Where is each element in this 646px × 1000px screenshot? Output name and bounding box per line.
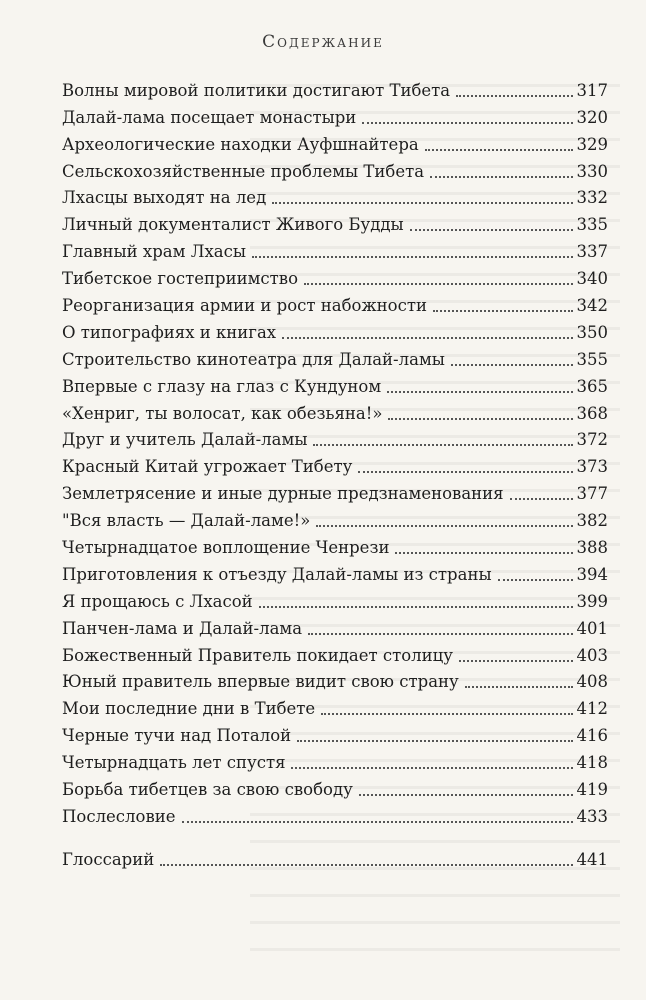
dot-leader: [304, 282, 572, 285]
dot-leader: [451, 363, 573, 366]
toc-entry[interactable]: [62, 316, 608, 343]
toc-entry-page: 401: [576, 618, 608, 638]
dot-leader: [498, 578, 573, 581]
toc-entry-title: О типографиях и книгах: [62, 322, 277, 342]
dot-leader: [321, 712, 572, 715]
toc-entry-page: 416: [576, 726, 608, 746]
toc-entry[interactable]: [62, 262, 608, 289]
dot-leader: [308, 632, 572, 635]
toc-entry-title: Строительство кинотеатра для Далай-ламы: [62, 349, 445, 369]
dot-leader: [459, 659, 573, 662]
toc-entry-page: 350: [576, 322, 608, 342]
toc-entry-title: Главный храм Лхасы: [62, 242, 246, 262]
table-of-contents: [62, 74, 608, 870]
dot-leader: [362, 121, 572, 124]
dot-leader: [358, 470, 572, 473]
toc-entry-page: 408: [576, 672, 608, 692]
toc-entry-page: 365: [576, 376, 608, 396]
toc-entry-title: Приготовления к отъезду Далай-ламы из страны: [62, 564, 492, 584]
toc-entry-page: 329: [576, 134, 608, 154]
dot-leader: [430, 175, 572, 178]
toc-entry-page: 388: [576, 538, 608, 558]
toc-entry[interactable]: [62, 531, 608, 558]
toc-entry[interactable]: [62, 746, 608, 773]
dot-leader: [313, 443, 572, 446]
dot-leader: [259, 605, 573, 608]
dot-leader: [425, 148, 573, 151]
toc-entry[interactable]: [62, 800, 608, 827]
toc-entry-title: Борьба тибетцев за свою свободу: [62, 780, 353, 800]
page-title: Содержание: [262, 32, 384, 52]
toc-entry-title: Сельскохозяйственные проблемы Тибета: [62, 161, 425, 181]
toc-entry-title: Волны мировой политики достигают Тибета: [62, 80, 451, 100]
dot-leader: [410, 228, 573, 231]
toc-entry[interactable]: [62, 639, 608, 666]
toc-entry[interactable]: [62, 612, 608, 639]
toc-entry-title: Археологические находки Ауфшнайтера: [62, 134, 419, 154]
toc-entry-title: Реорганизация армии и рост набожности: [62, 296, 427, 316]
toc-entry-page: 332: [576, 188, 608, 208]
toc-entry-title: Впервые с глазу на глаз с Кундуном: [62, 376, 382, 396]
toc-entry-page: 441: [576, 849, 608, 869]
toc-entry[interactable]: [62, 155, 608, 182]
toc-entry[interactable]: [62, 128, 608, 155]
toc-entry-page: 368: [576, 403, 608, 423]
toc-entry-title: Послесловие: [62, 806, 176, 826]
toc-entry[interactable]: [62, 558, 608, 585]
dot-leader: [387, 390, 572, 393]
toc-entry[interactable]: [62, 370, 608, 397]
toc-entry-page: 330: [576, 161, 608, 181]
toc-entry[interactable]: [62, 74, 608, 101]
toc-entry[interactable]: [62, 182, 608, 209]
toc-entry[interactable]: [62, 692, 608, 719]
dot-leader: [433, 309, 573, 312]
toc-entry-title: Четырнадцатое воплощение Ченрези: [62, 538, 390, 558]
toc-entry-page: 394: [576, 564, 608, 584]
toc-entry-page: 419: [576, 780, 608, 800]
toc-entry[interactable]: [62, 343, 608, 370]
dot-leader: [252, 255, 573, 258]
toc-entry[interactable]: [62, 424, 608, 451]
toc-entry[interactable]: [62, 504, 608, 531]
dot-leader: [297, 739, 572, 742]
dot-leader: [359, 793, 573, 796]
toc-entry-page: 342: [576, 296, 608, 316]
toc-entry-title: Четырнадцать лет спустя: [62, 753, 286, 773]
toc-entry-title: Друг и учитель Далай-ламы: [62, 430, 308, 450]
toc-entry-title: Красный Китай угрожает Тибету: [62, 457, 353, 477]
toc-entry-title: Мои последние дни в Тибете: [62, 699, 316, 719]
toc-entry-page: 377: [576, 484, 608, 504]
toc-entry-page: 382: [576, 511, 608, 531]
toc-entry[interactable]: [62, 719, 608, 746]
toc-entry-page: 320: [576, 107, 608, 127]
toc-entry-title: "Вся власть — Далай-ламе!»: [62, 511, 311, 531]
dot-leader: [395, 551, 572, 554]
toc-entry-page: 372: [576, 430, 608, 450]
toc-entry[interactable]: [62, 397, 608, 424]
toc-entry-title: Юный правитель впервые видит свою страну: [62, 672, 459, 692]
toc-entry-page: 337: [576, 242, 608, 262]
toc-entry[interactable]: [62, 585, 608, 612]
toc-entry-title: Я прощаюсь с Лхасой: [62, 591, 253, 611]
dot-leader: [160, 863, 572, 866]
dot-leader: [316, 524, 572, 527]
toc-entry[interactable]: [62, 208, 608, 235]
dot-leader: [456, 94, 572, 97]
dot-leader: [182, 820, 573, 823]
dot-leader: [282, 336, 572, 339]
toc-entry-title: «Хенриг, ты волосат, как обезьяна!»: [62, 403, 383, 423]
dot-leader: [465, 685, 573, 688]
toc-entry[interactable]: [62, 235, 608, 262]
toc-entry-title: Божественный Правитель покидает столицу: [62, 645, 453, 665]
toc-entry-page: 340: [576, 269, 608, 289]
toc-entry-page: 335: [576, 215, 608, 235]
toc-entry-page: 399: [576, 591, 608, 611]
dot-leader: [291, 766, 572, 769]
dot-leader: [510, 497, 573, 500]
toc-entry-title: Панчен-лама и Далай-лама: [62, 618, 303, 638]
toc-entry[interactable]: [62, 843, 608, 870]
toc-entry-title: Тибетское гостеприимство: [62, 269, 299, 289]
toc-entry-title: Черные тучи над Поталой: [62, 726, 292, 746]
toc-entry-page: 355: [576, 349, 608, 369]
toc-entry-title: Глоссарий: [62, 849, 155, 869]
toc-entry[interactable]: [62, 773, 608, 800]
toc-entry[interactable]: [62, 101, 608, 128]
dot-leader: [272, 201, 572, 204]
dot-leader: [388, 417, 572, 420]
toc-entry-page: 433: [576, 806, 608, 826]
toc-entry-page: 418: [576, 753, 608, 773]
toc-entry-title: Землетрясение и иные дурные предзнаменования: [62, 484, 504, 504]
toc-entry[interactable]: [62, 477, 608, 504]
toc-entry-page: 403: [576, 645, 608, 665]
toc-entry[interactable]: [62, 666, 608, 693]
toc-entry-page: 412: [576, 699, 608, 719]
toc-entry-title: Далай-лама посещает монастыри: [62, 107, 357, 127]
toc-entry[interactable]: [62, 450, 608, 477]
toc-entry-page: 373: [576, 457, 608, 477]
toc-entry[interactable]: [62, 289, 608, 316]
toc-entry-title: Лхасцы выходят на лед: [62, 188, 267, 208]
toc-entry-title: Личный документалист Живого Будды: [62, 215, 404, 235]
toc-entry-page: 317: [576, 80, 608, 100]
